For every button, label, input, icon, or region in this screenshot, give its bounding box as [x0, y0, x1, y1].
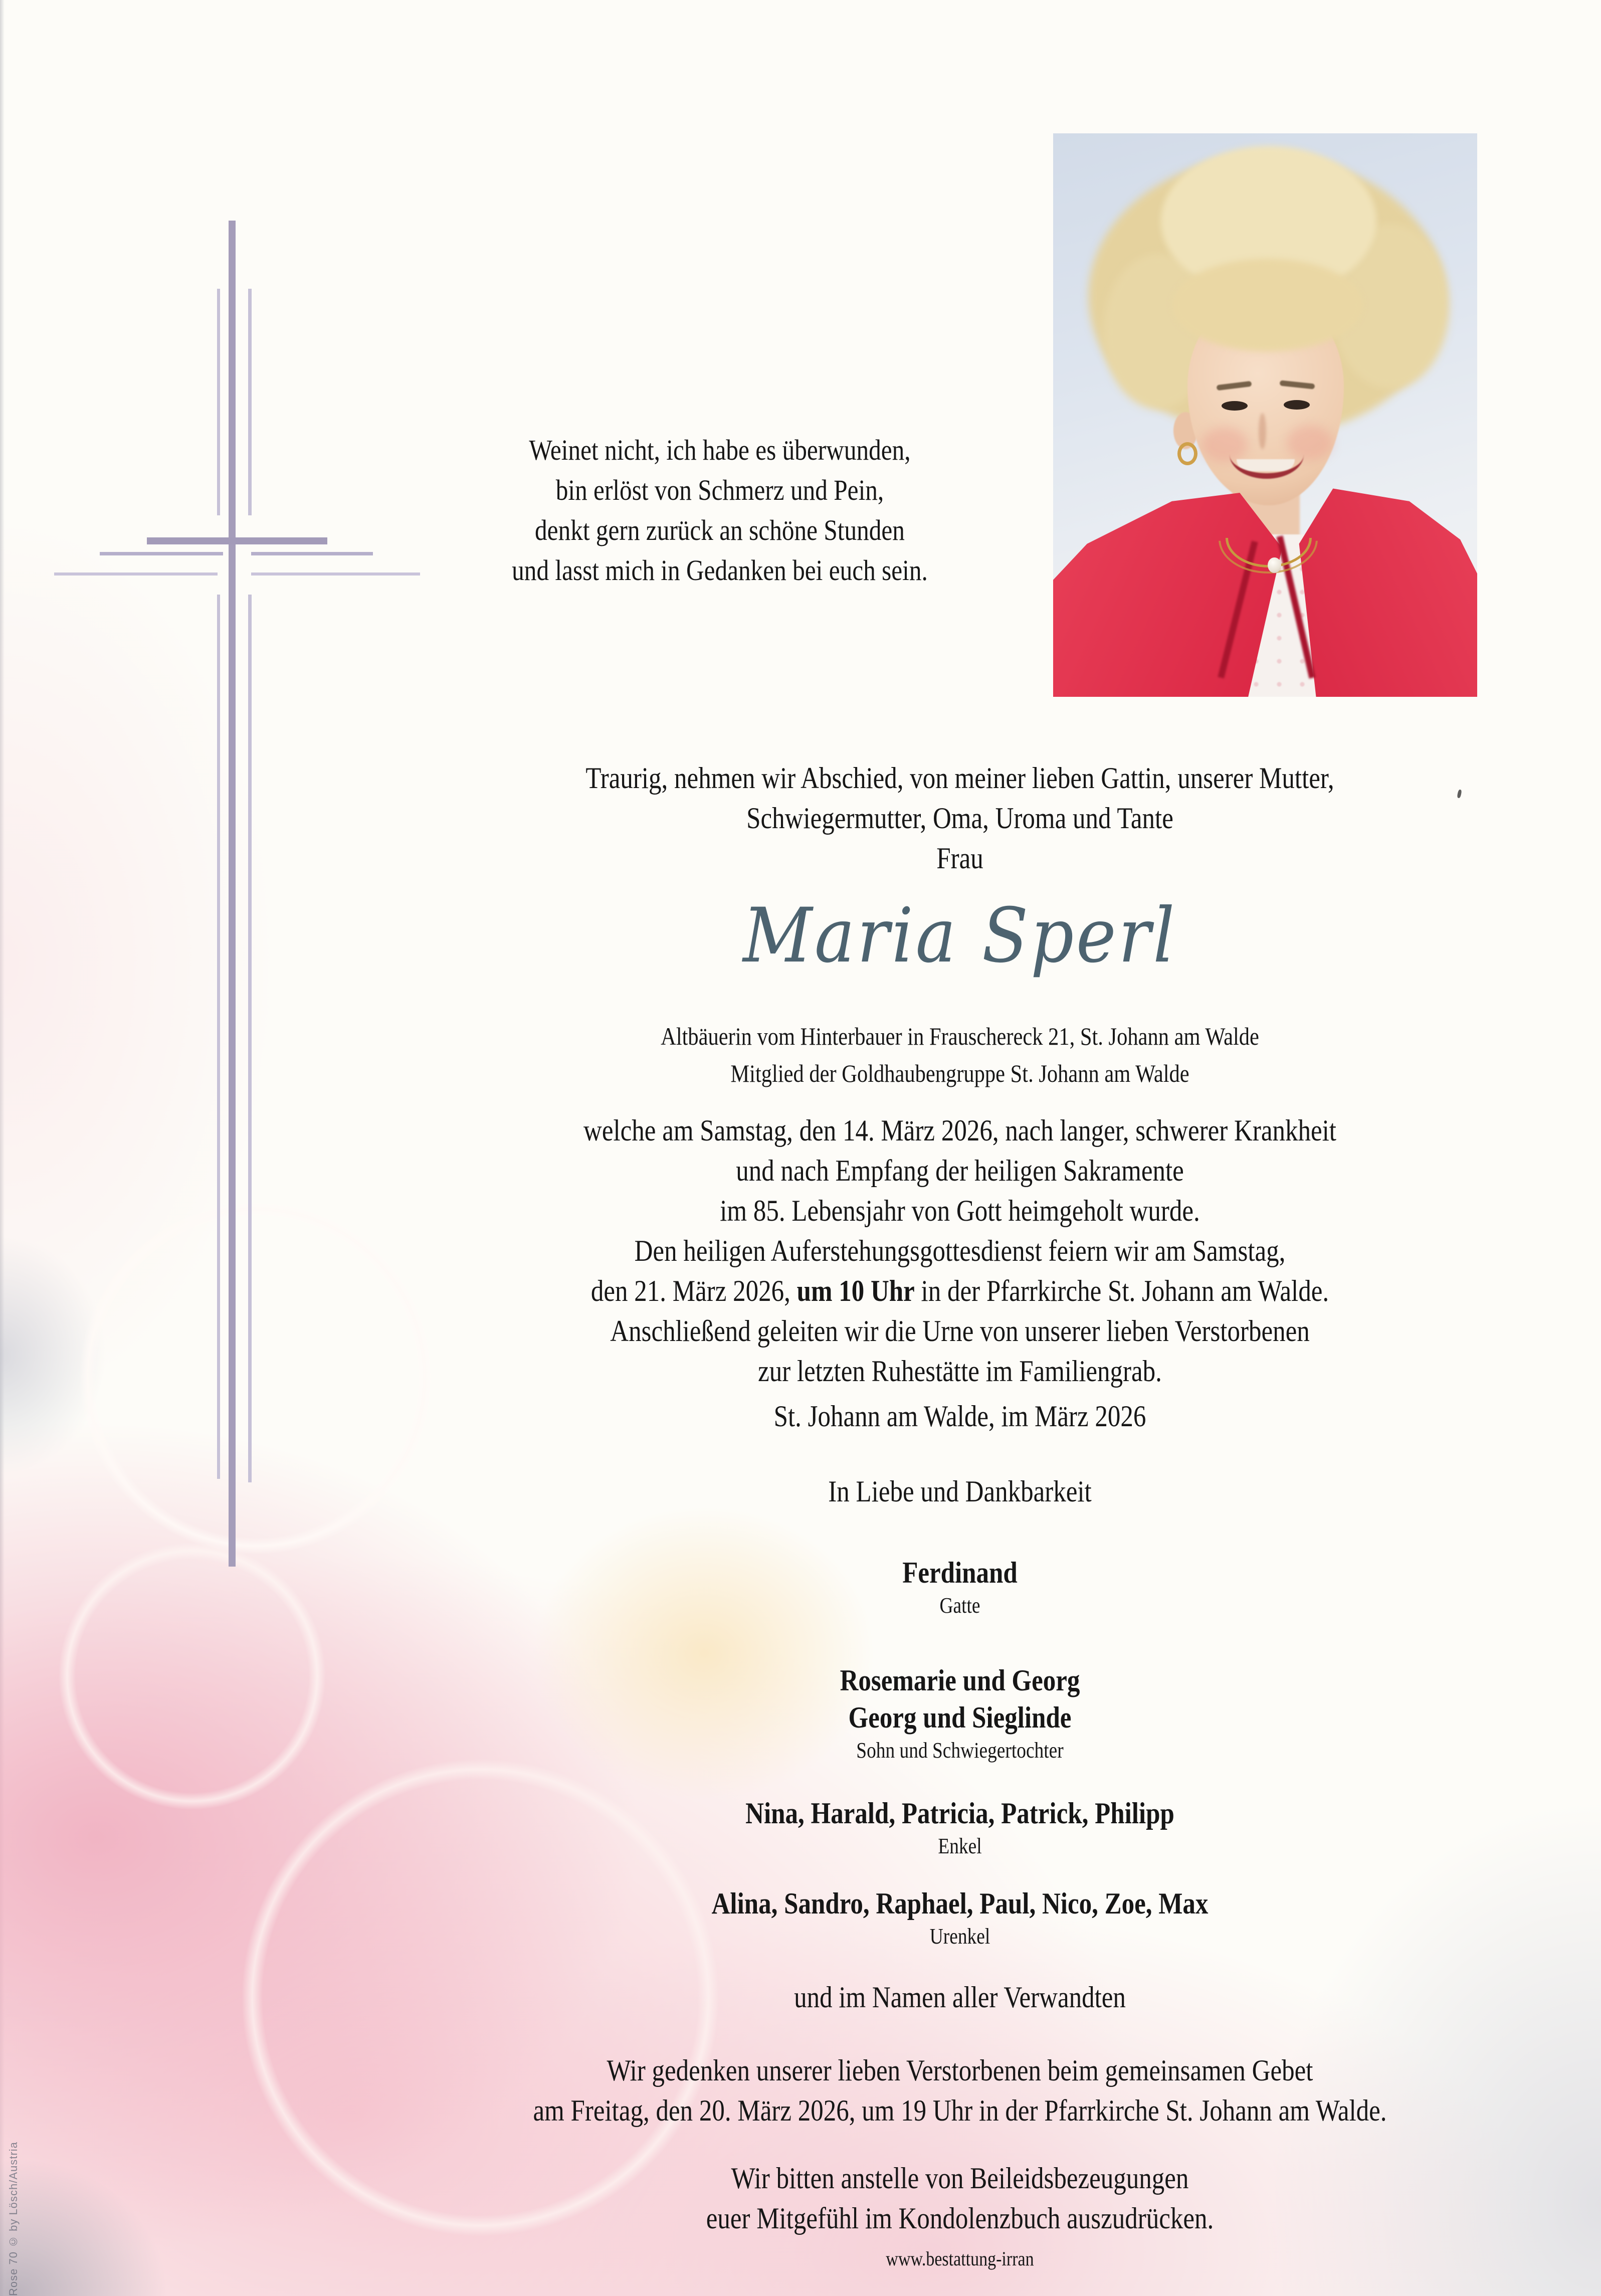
service-time-bold: um 10 Uhr [796, 1274, 915, 1307]
mourner-husband-name: Ferdinand [902, 1556, 1018, 1589]
service-paragraph [417, 1231, 1503, 1391]
portrait-photo [1053, 133, 1477, 697]
mourner-husband-relation: Gatte [939, 1593, 980, 1618]
mourner-children [417, 1662, 1503, 1765]
eye-left [1222, 401, 1248, 411]
deceased-subtitle-line-1: Altbäuerin vom Hinterbauer in Frauschereck 21, St. Johann am Walde [661, 1022, 1259, 1050]
mourner-grandchildren-relation: Enkel [938, 1834, 982, 1858]
mourner-great-grandchildren-names: Alina, Sandro, Raphael, Paul, Nico, Zoe, Max [711, 1887, 1209, 1920]
deceased-subtitle-line-2: Mitglied der Goldhaubengruppe St. Johann am Walde [730, 1059, 1189, 1087]
death-line-3: im 85. Lebensjahr von Gott heimgeholt wurde. [720, 1194, 1200, 1227]
eye-right [1284, 400, 1310, 410]
condolence-note [417, 2158, 1503, 2238]
mourner-children-relation: Sohn und Schwiegertochter [856, 1738, 1064, 1763]
mourner-grandchildren-names: Nina, Harald, Patricia, Patrick, Philipp [745, 1797, 1174, 1830]
mourner-closing: und im Namen aller Verwandten [794, 1981, 1126, 2014]
poem [294, 430, 1146, 591]
memorial-prayer [417, 2050, 1503, 2131]
cross-vertical-thin-right-lower [248, 595, 252, 1482]
introduction [417, 758, 1503, 878]
condolence-line-2: euer Mitgefühl im Kondolenzbuch auszudrücken. [706, 2202, 1214, 2235]
deceased-name: Maria Sperl [743, 892, 1177, 980]
memorial-prayer-line-2: am Freitag, den 20. März 2026, um 19 Uhr in der Pfarrkirche St. Johann am Walde. [533, 2094, 1387, 2127]
service-line-2-pre: den 21. März 2026, [590, 1274, 797, 1307]
hair-fringe [1172, 259, 1363, 351]
gratitude-line: In Liebe und Dankbarkeit [828, 1475, 1092, 1508]
mourner-children-names-1: Rosemarie und Georg [840, 1664, 1080, 1697]
service-line-4: zur letzten Ruhestätte im Familiengrab. [758, 1355, 1162, 1388]
rose-copyright-watermark: Rose 70 © by Lösch/Austria [7, 2142, 20, 2296]
deceased-subtitle [417, 1018, 1503, 1092]
intro-line-2: Schwiegermutter, Oma, Uroma und Tante [746, 802, 1173, 835]
death-paragraph [417, 1110, 1503, 1231]
poem-line: denkt gern zurück an schöne Stunden [535, 514, 905, 546]
cross-vertical-thin-right-upper [248, 289, 252, 515]
funeral-home-website: www.bestattung-irran [886, 2247, 1034, 2270]
death-line-1: welche am Samstag, den 14. März 2026, nach langer, schwerer Krankheit [583, 1114, 1336, 1147]
mourner-children-names-2: Georg und Sieglinde [848, 1701, 1072, 1734]
condolence-line-1: Wir bitten anstelle von Beileidsbezeugungen [731, 2162, 1189, 2195]
cross-vertical-thin-left-lower [217, 595, 220, 1479]
poem-line: und lasst mich in Gedanken bei euch sein. [512, 554, 928, 587]
mourner-great-grandchildren-relation: Urenkel [929, 1924, 990, 1949]
service-line-3: Anschließend geleiten wir die Urne von unserer lieben Verstorbenen [610, 1314, 1310, 1348]
intro-line-1: Traurig, nehmen wir Abschied, von meiner lieben Gattin, unserer Mutter, [585, 761, 1334, 795]
memorial-prayer-line-1: Wir gedenken unserer lieben Verstorbenen beim gemeinsamen Gebet [607, 2054, 1313, 2087]
death-line-2: und nach Empfang der heiligen Sakramente [736, 1154, 1184, 1187]
pearl-pendant [1268, 557, 1281, 573]
service-line-1: Den heiligen Auferstehungsgottesdienst feiern wir am Samstag, [634, 1234, 1286, 1267]
mourner-great-grandchildren [417, 1885, 1503, 1951]
poem-line: Weinet nicht, ich habe es überwunden, [529, 434, 911, 466]
cross-vertical-main [229, 221, 236, 1567]
service-line-2 [417, 1271, 1503, 1311]
mourner-grandchildren [417, 1795, 1503, 1861]
service-line-2-post: in der Pfarrkirche St. Johann am Walde. [914, 1274, 1329, 1307]
cross-horizontal-3-left [54, 572, 218, 576]
poem-line: bin erlöst von Schmerz und Pein, [555, 474, 884, 506]
dateline: St. Johann am Walde, im März 2026 [773, 1400, 1146, 1433]
mourner-husband [417, 1554, 1503, 1620]
cross-vertical-thin-left-upper [217, 289, 220, 515]
cross-horizontal-2-left [100, 552, 223, 555]
earring [1177, 442, 1197, 465]
intro-line-3: Frau [936, 842, 983, 875]
